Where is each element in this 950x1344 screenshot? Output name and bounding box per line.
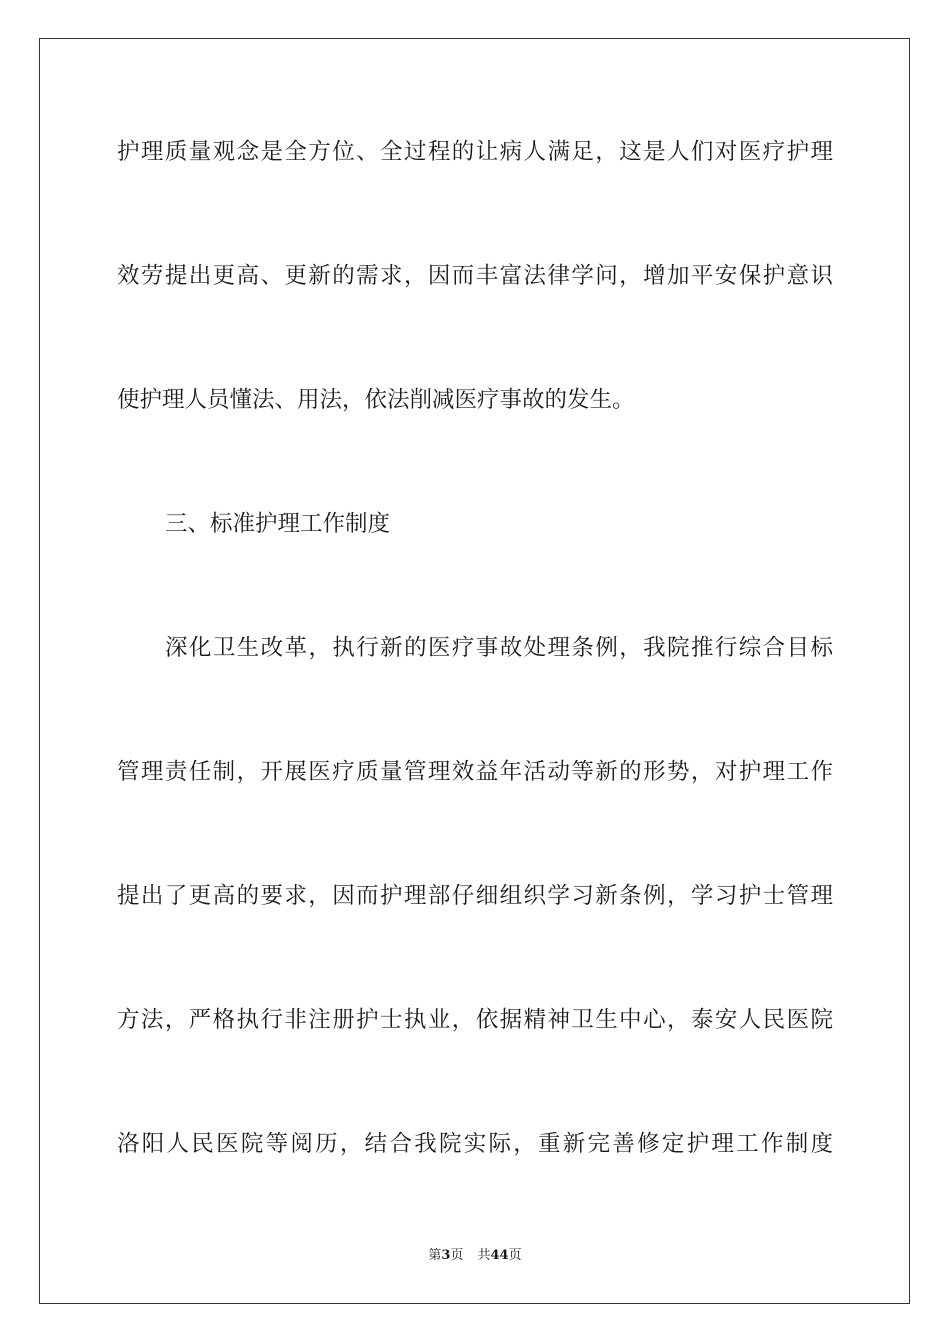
footer-total-prefix: 共 xyxy=(477,1248,491,1263)
body-line-7: 提出了更高的要求，因而护理部仔细组织学习新条例，学习护士管理 xyxy=(117,883,833,909)
body-line-6: 管理责任制，开展医疗质量管理效益年活动等新的形势，对护理工作 xyxy=(117,759,833,785)
page-border xyxy=(39,38,910,1304)
section-heading: 三、标准护理工作制度 xyxy=(165,511,391,537)
footer-page-number: 3 xyxy=(441,1248,451,1263)
body-line-2: 效劳提出更高、更新的需求，因而丰富法律学问，增加平安保护意识 xyxy=(117,263,833,289)
page-footer xyxy=(0,1247,950,1265)
footer-total-suffix: 页 xyxy=(508,1248,522,1263)
footer-page-suffix: 页 xyxy=(450,1248,464,1263)
body-line-9: 洛阳人民医院等阅历，结合我院实际，重新完善修定护理工作制度 xyxy=(117,1131,833,1157)
footer-total-pages: 44 xyxy=(490,1248,509,1263)
body-line-1: 护理质量观念是全方位、全过程的让病人满足，这是人们对医疗护理 xyxy=(117,139,833,165)
body-line-5: 深化卫生改革，执行新的医疗事故处理条例，我院推行综合目标 xyxy=(165,635,833,661)
body-line-3: 使护理人员懂法、用法，依法削减医疗事故的发生。 xyxy=(117,387,635,413)
body-line-8: 方法，严格执行非注册护士执业，依据精神卫生中心，泰安人民医院 xyxy=(117,1007,833,1033)
footer-page-prefix: 第 xyxy=(428,1248,442,1263)
